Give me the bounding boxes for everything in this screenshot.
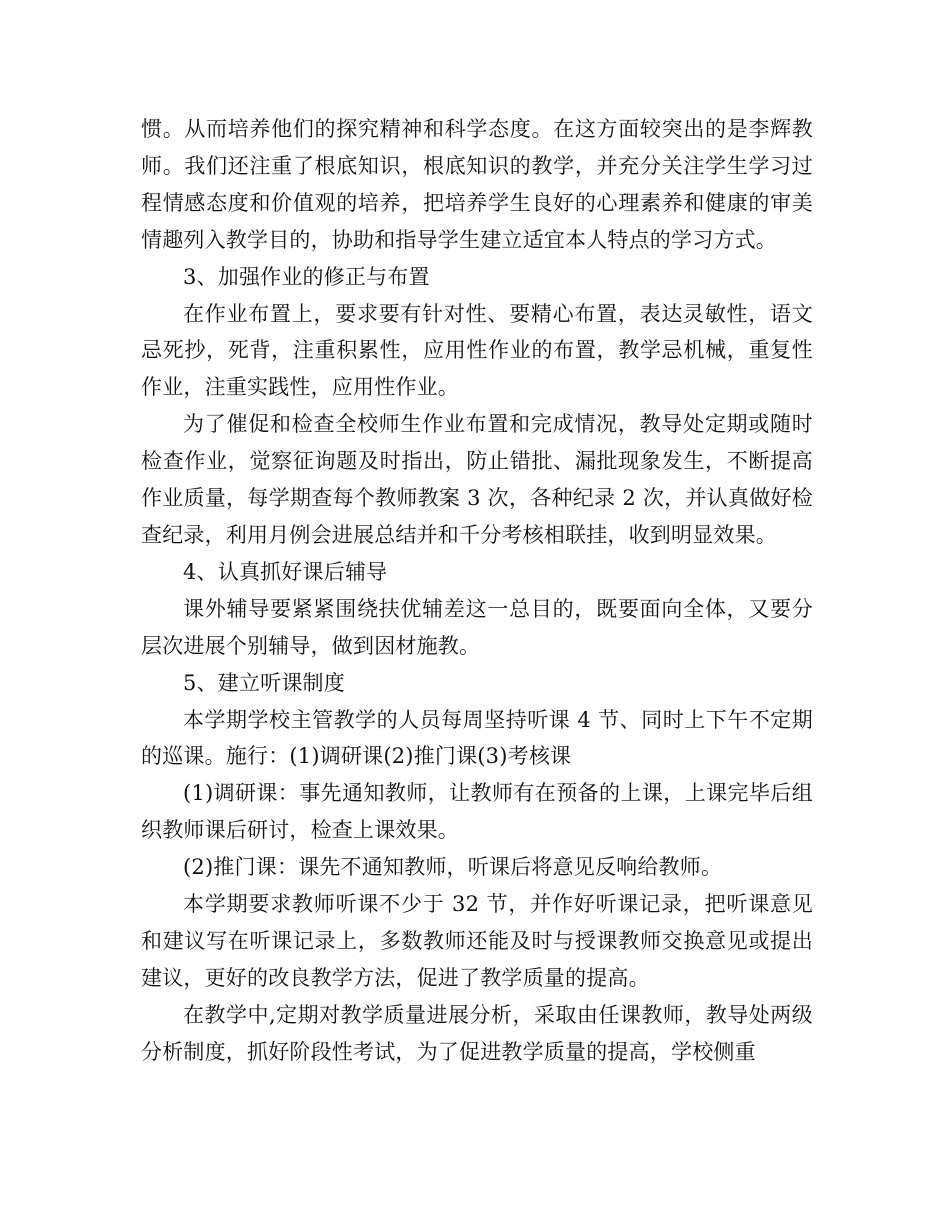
paragraph-continuation: 惯。从而培养他们的探究精神和科学态度。在这方面较突出的是李辉教师。我们还注重了根底知识，根底知识的教学，并充分关注学生学习过程情感态度和价值观的培养，把培养学生良好的心理素养和健康的审美情趣列入教学目的，协助和指导学生建立适宜本人特点的学习方式。 [141, 117, 813, 252]
section-heading-homework: 3、加强作业的修正与布置 [183, 264, 430, 289]
paragraph-observation-schedule: 本学期学校主管教学的人员每周坚持听课 4 节、同时上下午不定期的巡课。施行：(1)调研课(2)推门课(3)考核课 [141, 707, 813, 769]
paragraph-homework-inspection: 为了催促和检查全校师生作业布置和完成情况，教导处定期或随时检查作业，觉察征询题及时指出，防止错批、漏批现象发生，不断提高作业质量，每学期查每个教师教案 3 次，各种纪录 2 次，并认真做好检查纪录，利用月例会进展总结并和千分考核相联挂，收到明显效果。 [141, 412, 813, 547]
document-body [141, 111, 813, 1071]
paragraph-quality-analysis: 在教学中,定期对教学质量进展分析，采取由任课教师，教导处两级分析制度，抓好阶段性考试，为了促进教学质量的提高，学校侧重 [141, 1002, 813, 1064]
paragraph-research-lesson: (1)调研课：事先通知教师，让教师有在预备的上课，上课完毕后组织教师课后研讨，检查上课效果。 [141, 781, 813, 843]
section-heading-tutoring: 4、认真抓好课后辅导 [183, 559, 388, 584]
paragraph-tutoring: 课外辅导要紧紧围绕扶优辅差这一总目的，既要面向全体，又要分层次进展个别辅导，做到因材施教。 [141, 596, 813, 658]
paragraph-observation-requirement: 本学期要求教师听课不少于 32 节，并作好听课记录，把听课意见和建议写在听课记录上，多数教师还能及时与授课教师交换意见或提出建议，更好的改良教学方法，促进了教学质量的提高。 [141, 892, 813, 990]
paragraph-drop-in-lesson: (2)推门课：课先不通知教师，听课后将意见反响给教师。 [183, 855, 723, 880]
paragraph-homework-assignment: 在作业布置上，要求要有针对性、要精心布置，表达灵敏性，语文忌死抄，死背，注重积累性，应用性作业的布置，教学忌机械，重复性作业，注重实践性，应用性作业。 [141, 301, 813, 400]
section-heading-lesson-observation: 5、建立听课制度 [183, 670, 345, 695]
